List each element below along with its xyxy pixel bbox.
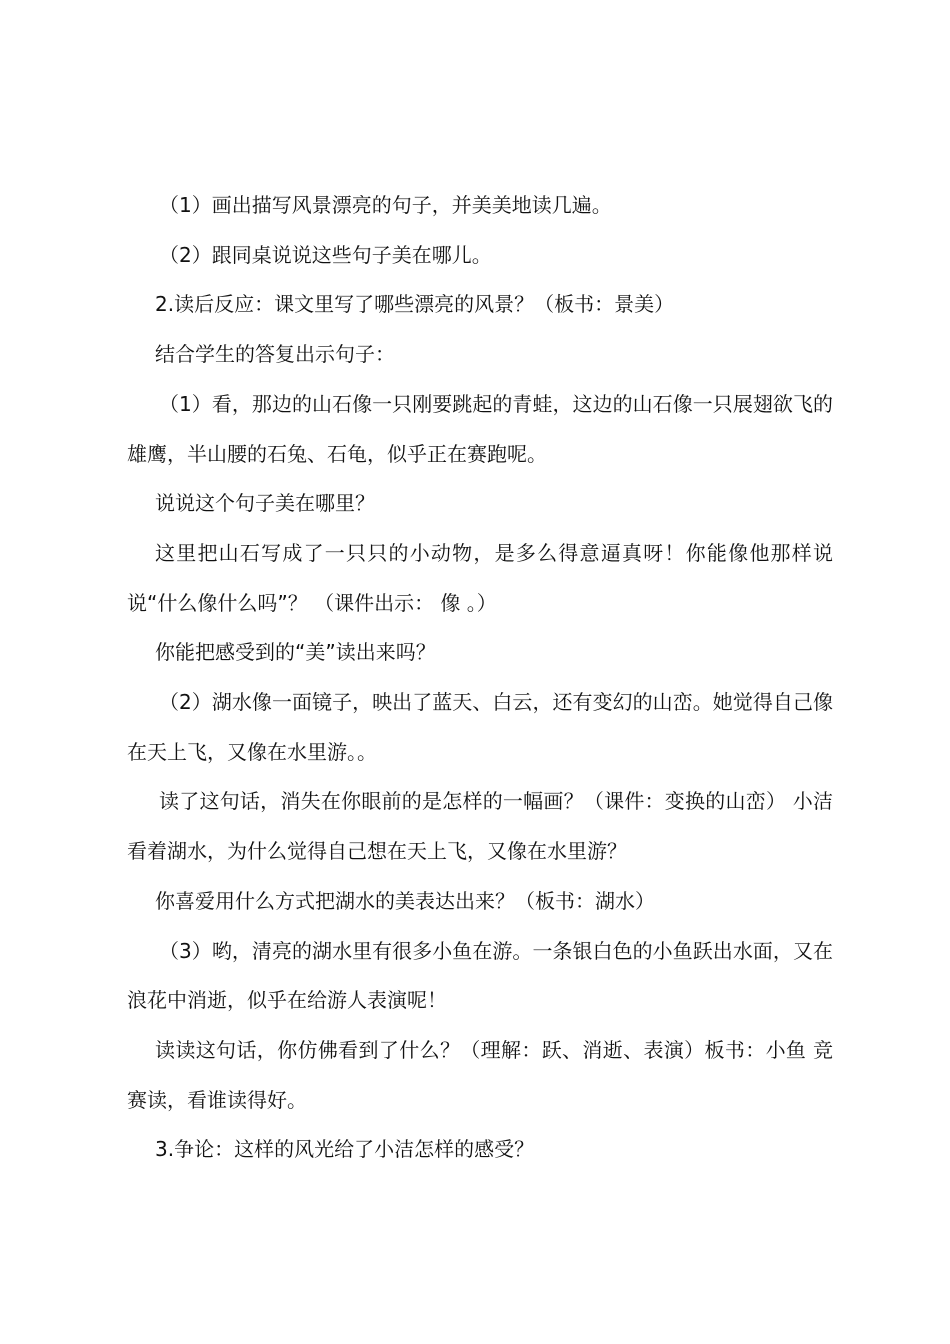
paragraph-task-2: （2）跟同桌说说这些句子美在哪儿。: [159, 242, 492, 267]
paragraph-show-sentences: 结合学生的答复出示句子：: [155, 342, 395, 367]
paragraph-express-lake: 你喜爱用什么方式把湖水的美表达出来？（板书：湖水）: [155, 888, 655, 913]
paragraph-section-3: 3.争论：这样的风光给了小洁怎样的感受？: [155, 1137, 535, 1162]
document-body: [127, 181, 833, 1175]
paragraph-sentence-3: （3）哟，清亮的湖水里有很多小鱼在游。一条银白色的小鱼跃出水面，又在浪花中消逝，似乎在给游人表演呢！: [127, 938, 833, 1013]
paragraph-question-2: 读了这句话，消失在你眼前的是怎样的一幅画？（课件：变换的山峦） 小洁看着湖水，为什么觉得自己想在天上飞，又像在水里游？: [127, 789, 833, 864]
paragraph-read-aloud: 你能把感受到的“美”读出来吗？: [155, 640, 436, 665]
paragraph-question-1: 说说这个句子美在哪里？: [155, 491, 375, 516]
paragraph-task-1: （1）画出描写风景漂亮的句子，并美美地读几遍。: [159, 193, 612, 217]
paragraph-sentence-1: （1）看，那边的山石像一只刚要跳起的青蛙，这边的山石像一只展翅欲飞的雄鹰，半山腰的石兔、石龟，似乎正在赛跑呢。: [127, 391, 833, 466]
paragraph-explanation-1: 这里把山石写成了一只只的小动物，是多么得意逼真呀！你能像他那样说说“什么像什么吗”？ （课件出示： 像 。）: [127, 540, 833, 615]
paragraph-section-2: 2.读后反应：课文里写了哪些漂亮的风景？（板书：景美）: [155, 292, 675, 317]
paragraph-sentence-2: （2）湖水像一面镜子，映出了蓝天、白云，还有变幻的山峦。她觉得自己像在天上飞，又像在水里游。。: [127, 690, 833, 764]
paragraph-question-3: 读读这句话，你仿佛看到了什么？（理解：跃、消逝、表演）板书：小鱼 竞赛读，看谁读得好。: [127, 1037, 833, 1112]
